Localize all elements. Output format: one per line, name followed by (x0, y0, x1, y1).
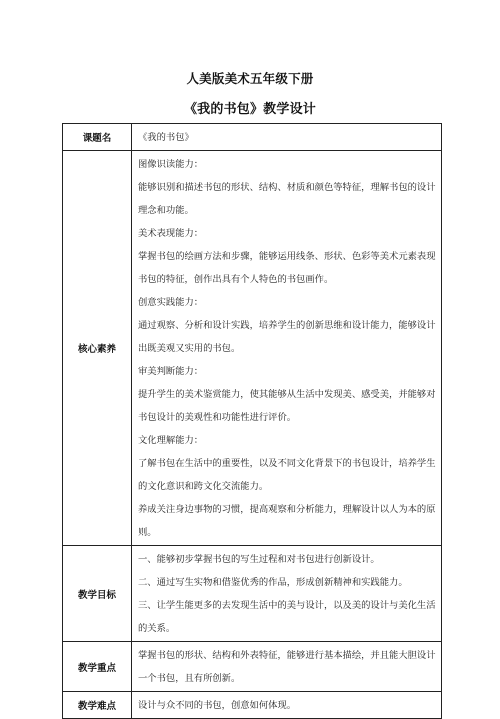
content-line: 《我的书包》 (138, 132, 194, 143)
row-content-objectives (132, 546, 442, 642)
row-label-key-points: 教学重点 (63, 642, 132, 692)
table-row-topic (63, 124, 442, 151)
content-line: 美术表现能力： (138, 228, 204, 239)
table-row-objectives (63, 546, 442, 642)
row-content-core-literacy (132, 151, 442, 546)
row-content-key-points (132, 642, 442, 692)
table-row-core-literacy (63, 151, 442, 546)
content-line: 创意实践能力： (138, 297, 204, 308)
content-line: 三、让学生能更多的去发现生活中的美与设计，以及美的设计与美化生活的关系。 (138, 600, 436, 634)
row-label-core-literacy: 核心素养 (63, 151, 132, 546)
content-line: 设计与众不同的书包，创意如何体现。 (138, 700, 297, 711)
content-line: 提升学生的美术鉴赏能力，使其能够从生活中发现美、感受美，并能够对书包设计的美观性和功能性进行评价。 (138, 389, 436, 423)
content-line: 了解书包在生活中的重要性，以及不同文化背景下的书包设计，培养学生的文化意识和跨文化交流能力。 (138, 458, 436, 492)
content-line: 二、通过写生实物和借鉴优秀的作品，形成创新精神和实践能力。 (138, 577, 408, 588)
document-title: 人美版美术五年级下册 (186, 71, 314, 86)
lesson-plan-table (62, 123, 442, 719)
row-label-topic: 课题名 (63, 124, 132, 151)
content-line: 图像识读能力： (138, 159, 204, 170)
content-line: 审美判断能力： (138, 366, 204, 377)
content-line: 养成关注身边事物的习惯，提高观察和分析能力，理解设计以人为本的原则。 (138, 504, 436, 538)
content-line: 文化理解能力： (138, 435, 204, 446)
row-content-topic (132, 124, 442, 151)
row-label-objectives: 教学目标 (63, 546, 132, 642)
row-label-difficulties: 教学难点 (63, 692, 132, 719)
content-line: 掌握书包的绘画方法和步骤，能够运用线条、形状、色彩等美术元素表现书包的特征，创作出具有个人特色的书包画作。 (138, 251, 436, 285)
content-line: 掌握书包的形状、结构和外表特征，能够进行基本描绘，并且能大胆设计一个书包，且有所创新。 (138, 650, 436, 684)
table-row-difficulties (63, 692, 442, 719)
table-row-key-points (63, 642, 442, 692)
row-content-difficulties (132, 692, 442, 719)
content-line: 能够识别和描述书包的形状、结构、材质和颜色等特征，理解书包的设计理念和功能。 (138, 182, 436, 216)
content-line: 通过观察、分析和设计实践，培养学生的创新思维和设计能力，能够设计出既美观又实用的书包。 (138, 320, 436, 354)
document-subtitle: 《我的书包》教学设计 (183, 102, 316, 117)
content-line: 一、能够初步掌握书包的写生过程和对书包进行创新设计。 (138, 554, 380, 565)
